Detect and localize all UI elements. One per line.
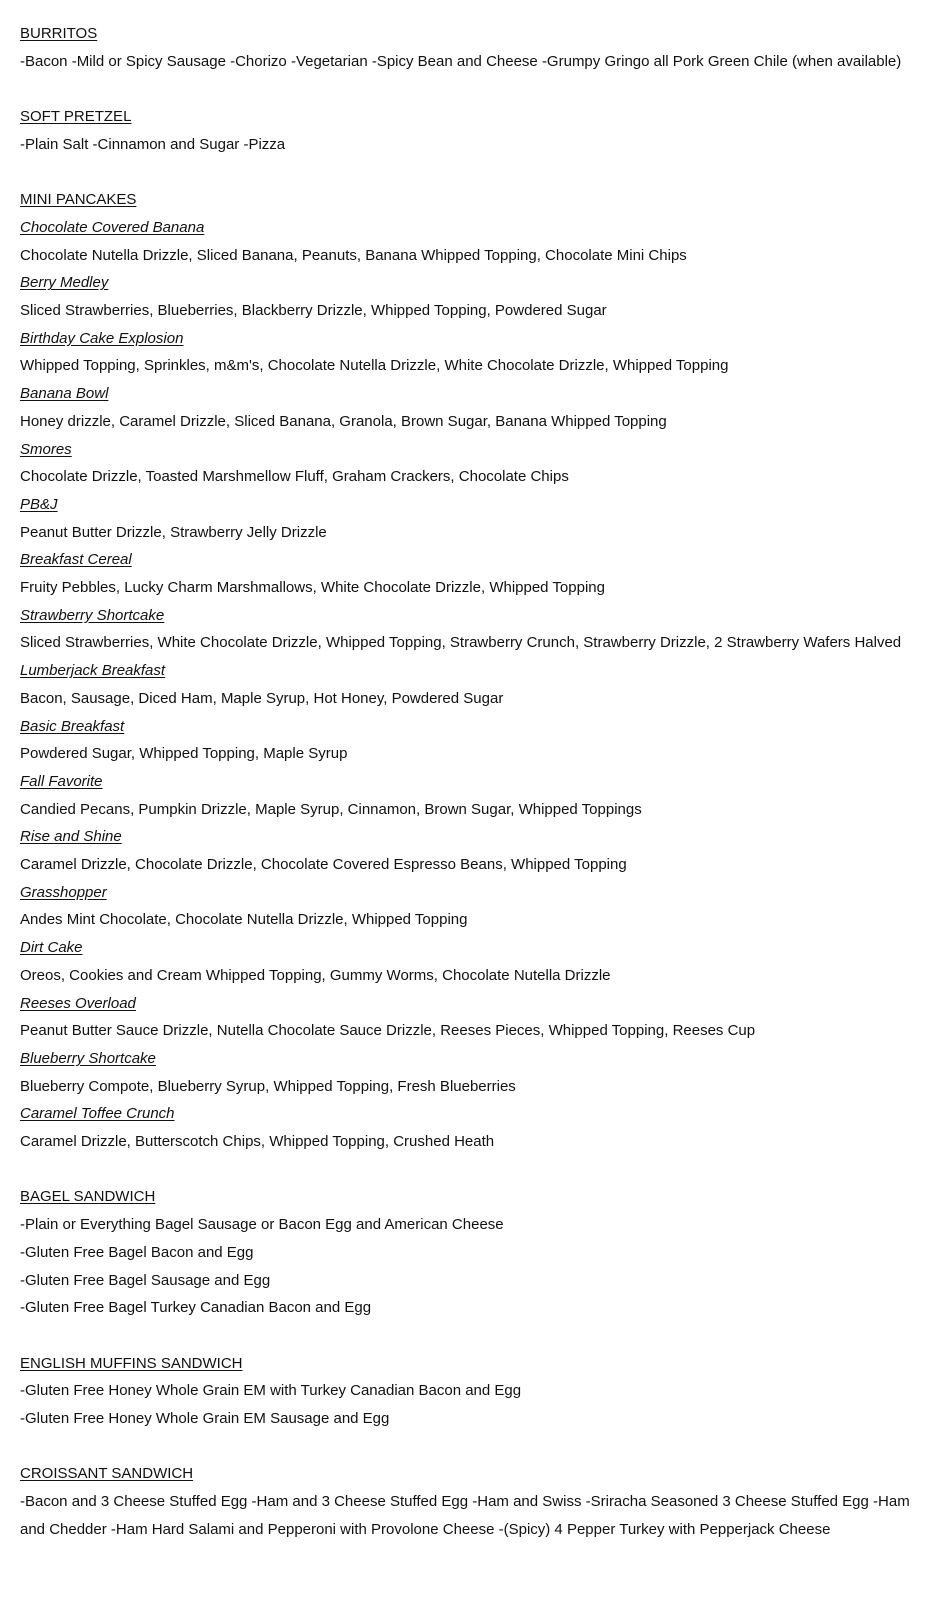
item-name: Strawberry Shortcake <box>20 606 165 624</box>
item-description: Honey drizzle, Caramel Drizzle, Sliced Banana, Granola, Brown Sugar, Banana Whipped Topping <box>20 412 667 430</box>
item-description: Peanut Butter Sauce Drizzle, Nutella Chocolate Sauce Drizzle, Reeses Pieces, Whipped Topping, Reeses Cup <box>20 1022 756 1040</box>
item-description: Candied Pecans, Pumpkin Drizzle, Maple Syrup, Cinnamon, Brown Sugar, Whipped Toppings <box>20 800 642 818</box>
item-name: Smores <box>20 440 72 458</box>
item-name: Lumberjack Breakfast <box>20 662 166 680</box>
item-description: Bacon, Sausage, Diced Ham, Maple Syrup, Hot Honey, Powdered Sugar <box>20 689 504 707</box>
item-name: Dirt Cake <box>20 939 83 957</box>
item-name: Fall Favorite <box>20 772 103 790</box>
section-english-muffins-sandwich <box>20 1350 925 1433</box>
item-name: PB&J <box>20 495 58 513</box>
section-title: SOFT PRETZEL <box>20 108 132 126</box>
item-name: Reeses Overload <box>20 994 136 1012</box>
item-description: Whipped Topping, Sprinkles, m&m's, Chocolate Nutella Drizzle, White Chocolate Drizzle, Whipped Topping <box>20 357 729 375</box>
section-title: BURRITOS <box>20 25 98 42</box>
item-description: Oreos, Cookies and Cream Whipped Topping, Gummy Worms, Chocolate Nutella Drizzle <box>20 966 611 984</box>
menu-line: -Gluten Free Honey Whole Grain EM with Turkey Canadian Bacon and Egg <box>20 1382 522 1400</box>
section-title: CROISSANT SANDWICH <box>20 1465 194 1483</box>
item-name: Berry Medley <box>20 274 109 292</box>
item-name: Breakfast Cereal <box>20 551 132 569</box>
spacer <box>20 1322 925 1350</box>
menu-line: -Plain or Everything Bagel Sausage or Bacon Egg and American Cheese <box>20 1216 504 1234</box>
item-name: Birthday Cake Explosion <box>20 329 184 347</box>
section-burritos <box>20 20 925 75</box>
menu-line: -Gluten Free Bagel Turkey Canadian Bacon and Egg <box>20 1299 372 1317</box>
item-description: Peanut Butter Drizzle, Strawberry Jelly Drizzle <box>20 523 327 541</box>
spacer <box>20 75 925 103</box>
item-description: Andes Mint Chocolate, Chocolate Nutella Drizzle, Whipped Topping <box>20 911 468 929</box>
item-name: Basic Breakfast <box>20 717 125 735</box>
section-mini-pancakes <box>20 186 925 1156</box>
section-title: MINI PANCAKES <box>20 191 137 209</box>
section-title: BAGEL SANDWICH <box>20 1188 156 1206</box>
item-description: Chocolate Drizzle, Toasted Marshmellow Fluff, Graham Crackers, Chocolate Chips <box>20 468 569 486</box>
item-description: Sliced Strawberries, White Chocolate Drizzle, Whipped Topping, Strawberry Crunch, Strawberry Drizzle, 2 Strawberry Wafers Halved <box>20 634 902 652</box>
item-name: Chocolate Covered Banana <box>20 218 205 236</box>
item-description: Chocolate Nutella Drizzle, Sliced Banana, Peanuts, Banana Whipped Topping, Chocolate Mini Chips <box>20 246 687 264</box>
item-name: Grasshopper <box>20 883 107 901</box>
item-description: Caramel Drizzle, Chocolate Drizzle, Chocolate Covered Espresso Beans, Whipped Topping <box>20 856 627 874</box>
item-description: Fruity Pebbles, Lucky Charm Marshmallows, White Chocolate Drizzle, Whipped Topping <box>20 579 605 597</box>
menu-line: -Gluten Free Bagel Bacon and Egg <box>20 1243 254 1261</box>
item-description: Caramel Drizzle, Butterscotch Chips, Whipped Topping, Crushed Heath <box>20 1133 495 1151</box>
section-croissant-sandwich <box>20 1460 925 1543</box>
section-soft-pretzel <box>20 103 925 158</box>
item-description: Powdered Sugar, Whipped Topping, Maple Syrup <box>20 745 348 763</box>
section-bagel-sandwich <box>20 1183 925 1322</box>
menu-line: -Bacon -Mild or Spicy Sausage -Chorizo -Vegetarian -Spicy Bean and Cheese -Grumpy Gringo all Pork Green Chile (when available) <box>20 52 902 70</box>
item-name: Rise and Shine <box>20 828 122 846</box>
menu-line: -Gluten Free Bagel Sausage and Egg <box>20 1271 271 1289</box>
section-title: ENGLISH MUFFINS SANDWICH <box>20 1354 243 1372</box>
item-description: Blueberry Compote, Blueberry Syrup, Whipped Topping, Fresh Blueberries <box>20 1077 516 1095</box>
spacer <box>20 1433 925 1461</box>
item-description: Sliced Strawberries, Blueberries, Blackberry Drizzle, Whipped Topping, Powdered Sugar <box>20 302 607 319</box>
spacer <box>20 159 925 187</box>
item-name: Caramel Toffee Crunch <box>20 1105 175 1123</box>
menu-line: -Plain Salt -Cinnamon and Sugar -Pizza <box>20 135 286 153</box>
item-name: Banana Bowl <box>20 385 109 403</box>
item-name: Blueberry Shortcake <box>20 1049 156 1067</box>
menu-line: -Bacon and 3 Cheese Stuffed Egg -Ham and 3 Cheese Stuffed Egg -Ham and Swiss -Sriracha Seasoned 3 Cheese Stuffed Egg -Ham and Chedder -Ham Hard Salami and Pepperoni with Provolone Cheese -(Spicy) 4 Pepper Turkey with Pepperjack Cheese <box>20 1493 910 1538</box>
spacer <box>20 1156 925 1184</box>
menu-line: -Gluten Free Honey Whole Grain EM Sausage and Egg <box>20 1410 390 1428</box>
